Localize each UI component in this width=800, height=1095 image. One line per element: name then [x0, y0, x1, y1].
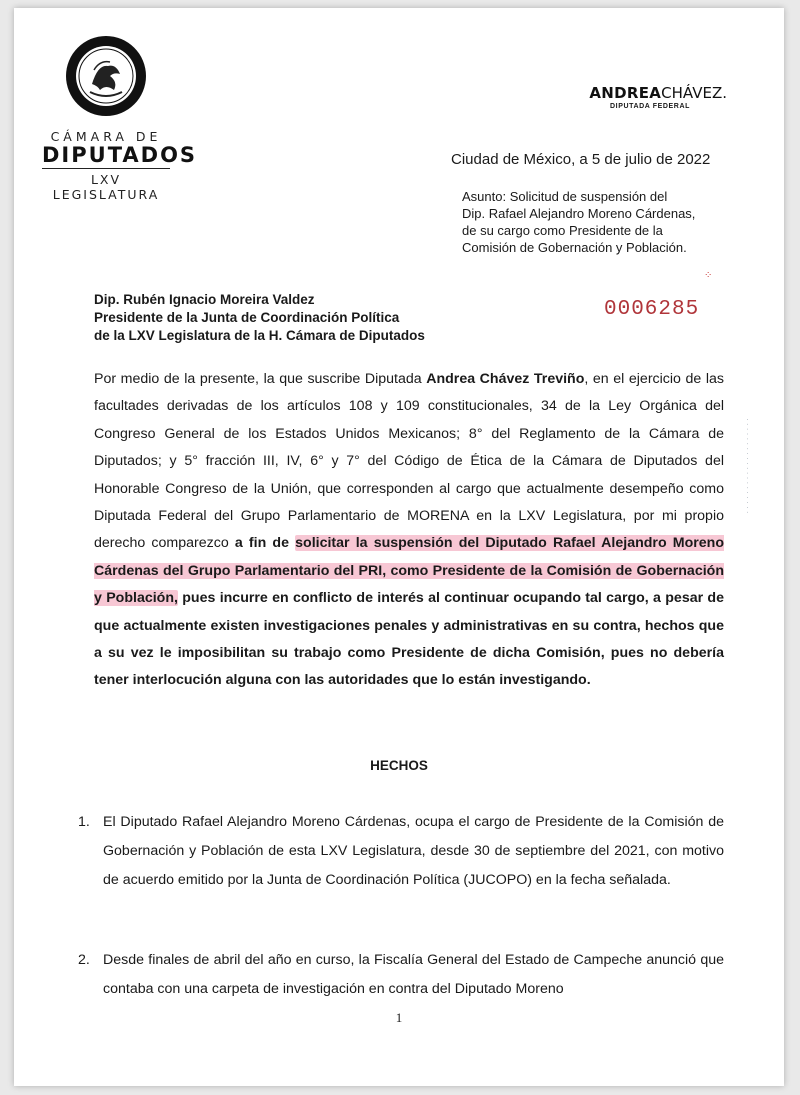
- body-text: Por medio de la presente, la que suscribe Diputada: [94, 371, 427, 387]
- body-bold: a fin de: [234, 535, 296, 552]
- recipient-line: Presidente de la Junta de Coordinación Política: [94, 310, 400, 325]
- item-number: 1.: [78, 814, 90, 830]
- institution-logo: [36, 34, 198, 202]
- section-title: HECHOS: [370, 758, 428, 773]
- body-bold: pues incurre en conflicto de interés al continuar ocupando tal cargo, a pesar de que actualmente existen investigaciones penales y administrativas en su contra, hechos que a su vez le imposibilitan su trabajo como Presidente de dicha Comisión, pues no debería tener interlocución alguna con las autoridades que lo están investigando.: [94, 590, 724, 689]
- date-line: Ciudad de México, a 5 de julio de 2022: [451, 151, 711, 168]
- recipient-line: Dip. Rubén Ignacio Moreira Valdez: [94, 292, 315, 307]
- highlighted-request: solicitar la suspensión del Diputado Rafael Alejandro Moreno Cárdenas del Grupo Parlamentario del PRI, como Presidente de la Comisión de Gobernación y Población,: [94, 535, 725, 607]
- institution-top: CÁMARA DE: [50, 129, 162, 144]
- list-item: [78, 946, 724, 1004]
- brand-name: [577, 84, 727, 102]
- subject-line: Asunto: Solicitud de suspensión del: [462, 189, 668, 204]
- recipient-line: de la LXV Legislatura de la H. Cámara de Diputados: [94, 328, 425, 343]
- stamp-mark: ⁘: [704, 270, 713, 281]
- item-text: Desde finales de abril del año en curso, la Fiscalía General del Estado de Campeche anunció que contaba con una carpeta de investigación en contra del Diputado Moreno: [103, 952, 724, 997]
- recipient-block: [94, 291, 425, 345]
- subject-line: de su cargo como Presidente de la: [462, 223, 663, 238]
- sender-brand: [577, 84, 727, 110]
- reception-stamp: · · · · · · · · · · · · · · · · · · · ·: [743, 418, 752, 514]
- item-number: 2.: [78, 952, 90, 968]
- document-page: [14, 8, 784, 1086]
- national-seal-icon: [64, 34, 148, 118]
- body-text: , en el ejercicio de las facultades derivadas de los artículos 108 y 109 constitucionales, 34 de la Ley Orgánica del Congreso General de los Estados Unidos Mexicanos; 8° del Reglamento de la Cámara de Diputados; y 5° fracción III, IV, 6° y 7° del Código de Ética de la Cámara de Diputados del Honorable Congreso de la Unión, que corresponden al cargo que actualmente desempeño como Diputada Federal del Grupo Parlamentario de MORENA en la LXV Legislatura, por mi propio derecho comparezco: [94, 371, 724, 552]
- page-number: 1: [395, 1010, 403, 1025]
- brand-last: CHÁVEZ.: [661, 84, 727, 102]
- subject-block: [462, 188, 695, 256]
- folio-number: 0006285: [604, 298, 700, 321]
- list-item: [78, 808, 724, 895]
- subject-line: Comisión de Gobernación y Población.: [462, 240, 687, 255]
- brand-role: DIPUTADA FEDERAL: [610, 103, 690, 110]
- subject-line: Dip. Rafael Alejandro Moreno Cárdenas,: [462, 206, 696, 221]
- body-paragraph: [94, 366, 724, 695]
- brand-first: ANDREA: [589, 84, 662, 102]
- institution-main: DIPUTADOS: [42, 143, 198, 167]
- signer-name: Andrea Chávez Treviño: [426, 371, 585, 387]
- institution-sub: LXV LEGISLATURA: [52, 172, 160, 202]
- item-text: El Diputado Rafael Alejandro Moreno Cárdenas, ocupa el cargo de Presidente de la Comisión de Gobernación y Población de esta LXV Legislatura, desde 30 de septiembre del 2021, con motivo de acuerdo emitido por la Junta de Coordinación Política (JUCOPO) en la fecha señalada.: [103, 814, 724, 888]
